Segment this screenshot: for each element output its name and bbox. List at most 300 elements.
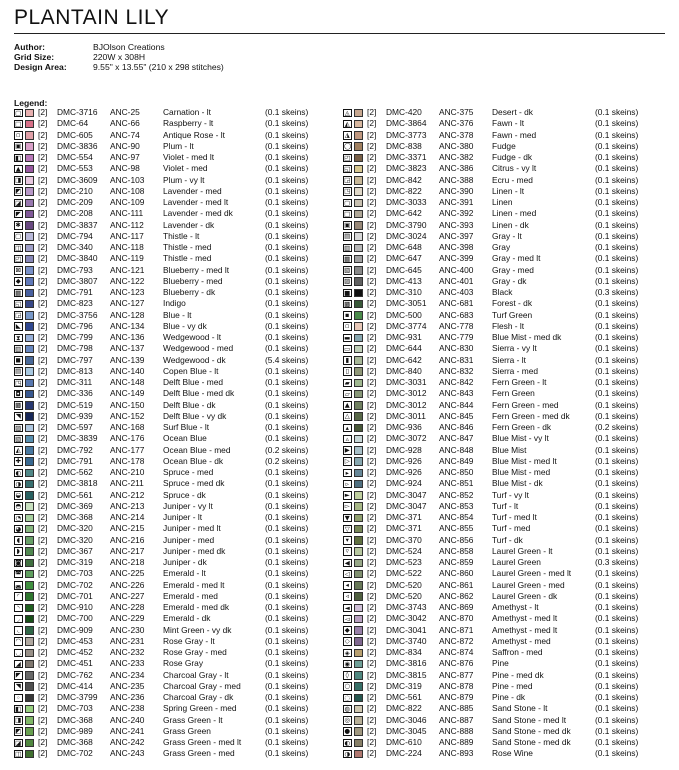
strand-count: [2] (38, 613, 48, 624)
legend-row (14, 613, 334, 624)
dmc-code: DMC-791 (57, 287, 93, 297)
dmc-code: DMC-792 (57, 444, 93, 455)
anchor-code: ANC-846 (439, 422, 474, 432)
color-name: Citrus - vy lt (492, 163, 537, 174)
strand-count: [2] (367, 309, 377, 320)
color-name: Turf Green (492, 309, 533, 320)
legend-row (14, 501, 334, 512)
strand-count: [2] (367, 557, 377, 567)
strand-count: [2] (38, 568, 48, 579)
skein-amount: (0.1 skeins) (265, 545, 309, 556)
dmc-code: DMC-3773 (386, 129, 427, 140)
strand-count: [2] (367, 748, 377, 759)
color-name: Fudge (492, 140, 516, 151)
strand-count: [2] (38, 489, 48, 500)
skein-amount: (0.1 skeins) (595, 590, 639, 601)
anchor-code: ANC-842 (439, 377, 474, 387)
color-name: Lavender - med (163, 185, 222, 196)
thread-color-swatch (354, 424, 363, 433)
anchor-code: ANC-390 (439, 185, 474, 196)
thread-color-swatch (25, 142, 34, 151)
strand-count: [2] (38, 140, 48, 151)
anchor-code: ANC-851 (439, 478, 474, 489)
legend-row (14, 456, 334, 467)
stitch-symbol-icon: ▻ (344, 502, 350, 511)
skein-amount: (0.1 skeins) (265, 714, 309, 725)
anchor-code: ANC-139 (110, 354, 145, 365)
anchor-code: ANC-241 (110, 725, 145, 736)
color-name: Spruce - med (163, 467, 214, 477)
anchor-code: ANC-232 (110, 647, 145, 657)
anchor-code: ANC-855 (439, 523, 474, 534)
legend-row (343, 411, 673, 422)
legend-row (343, 456, 673, 467)
strand-count: [2] (38, 512, 48, 522)
strand-count: [2] (38, 748, 48, 759)
skein-amount: (0.1 skeins) (265, 320, 309, 331)
strand-count: [2] (38, 107, 48, 117)
anchor-code: ANC-111 (110, 208, 144, 219)
thread-color-swatch (354, 649, 363, 658)
strand-count: [2] (367, 467, 377, 477)
skein-amount: (0.1 skeins) (595, 478, 639, 489)
thread-color-swatch (354, 176, 363, 185)
legend-row (343, 388, 673, 399)
color-name: Delft Blue - vy dk (163, 410, 227, 421)
skein-amount: (0.1 skeins) (265, 579, 309, 590)
stitch-symbol-icon: ◢ (15, 659, 21, 668)
legend-row (14, 557, 334, 568)
stitch-symbol-icon: ▾ (343, 536, 352, 545)
strand-count: [2] (38, 230, 48, 241)
thread-color-swatch (354, 255, 363, 264)
legend-row (14, 186, 334, 197)
legend-row (343, 276, 673, 287)
color-name: Delft Blue - med dk (163, 388, 235, 399)
skein-amount: (0.1 skeins) (595, 298, 639, 309)
author-label: Author: (14, 42, 46, 52)
grid-size-value: 220W x 308H (93, 52, 146, 63)
thread-color-swatch (354, 311, 363, 320)
legend-row (14, 523, 334, 534)
stitch-symbol-icon: ◪ (15, 738, 22, 747)
color-name: Sierra - lt (492, 354, 526, 365)
dmc-code: DMC-939 (57, 410, 93, 421)
stitch-symbol-icon: ◳ (344, 187, 351, 196)
strand-count: [2] (38, 647, 48, 657)
skein-amount: (0.1 skeins) (595, 309, 639, 320)
legend-row (343, 141, 673, 152)
strand-count: [2] (38, 129, 48, 140)
anchor-code: ANC-210 (110, 467, 145, 477)
stitch-symbol-icon: ▨ (15, 423, 22, 432)
color-name: Wedgewood - med (163, 343, 234, 354)
dmc-code: DMC-989 (57, 725, 93, 736)
legend-row (14, 208, 334, 219)
legend-row (343, 535, 673, 546)
thread-color-swatch (25, 120, 34, 129)
legend-column-left (14, 107, 334, 760)
anchor-code: ANC-117 (110, 230, 144, 241)
legend-row (343, 602, 673, 613)
thread-color-swatch (354, 266, 363, 275)
legend-row (343, 343, 673, 354)
skein-amount: (0.1 skeins) (265, 692, 309, 702)
stitch-symbol-icon: ◭ (344, 119, 350, 128)
legend-row (343, 118, 673, 129)
thread-color-swatch (354, 705, 363, 714)
anchor-code: ANC-150 (110, 399, 145, 410)
thread-color-swatch (25, 379, 34, 388)
thread-color-swatch (25, 322, 34, 331)
dmc-code: DMC-340 (57, 242, 93, 252)
skein-amount: (0.1 skeins) (595, 680, 639, 691)
skein-amount: (0.1 skeins) (595, 489, 639, 500)
stitch-symbol-icon: ◧ (15, 153, 22, 162)
skein-amount: (0.1 skeins) (265, 658, 309, 669)
thread-color-swatch (25, 705, 34, 714)
stitch-symbol-icon: ◱ (344, 164, 351, 173)
stitch-symbol-icon: ◯ (344, 142, 352, 151)
strand-count: [2] (38, 624, 48, 635)
dmc-code: DMC-520 (386, 579, 422, 590)
dmc-code: DMC-420 (386, 107, 422, 117)
stitch-symbol-icon: ○ (344, 682, 351, 691)
stitch-symbol-icon: ▷ (344, 457, 350, 466)
anchor-code: ANC-152 (110, 410, 145, 421)
stitch-symbol-icon: ▭ (344, 344, 351, 353)
dmc-code: DMC-834 (386, 647, 422, 657)
dmc-code: DMC-3815 (386, 669, 427, 680)
skein-amount: (0.1 skeins) (595, 613, 639, 624)
legend-row (343, 377, 673, 388)
skein-amount: (0.1 skeins) (265, 140, 309, 151)
thread-color-swatch (25, 390, 34, 399)
thread-color-swatch (25, 109, 34, 118)
legend-row (343, 636, 673, 647)
strand-count: [2] (367, 512, 377, 522)
anchor-code: ANC-380 (439, 140, 474, 151)
anchor-code: ANC-852 (439, 489, 474, 500)
anchor-code: ANC-382 (439, 152, 474, 162)
thread-color-swatch (25, 334, 34, 343)
dmc-code: DMC-702 (57, 748, 93, 759)
thread-color-swatch (354, 277, 363, 286)
thread-color-swatch (25, 525, 34, 534)
legend-row (14, 422, 334, 433)
strand-count: [2] (367, 377, 377, 387)
skein-amount: (0.1 skeins) (265, 647, 309, 657)
thread-color-swatch (354, 244, 363, 253)
thread-color-swatch (354, 457, 363, 466)
legend-heading: Legend: (14, 98, 48, 108)
anchor-code: ANC-843 (439, 388, 474, 399)
color-name: Emerald - lt (163, 568, 206, 579)
color-name: Spring Green - med (163, 703, 237, 714)
color-name: Emerald - med dk (163, 602, 230, 612)
stitch-symbol-icon: ◑ (344, 749, 351, 758)
thread-color-swatch (25, 626, 34, 635)
stitch-symbol-icon: ◛ (15, 581, 22, 589)
stitch-symbol-icon: ◊ (343, 671, 352, 680)
stitch-symbol-icon: ▿ (343, 547, 352, 556)
color-name: Plum - lt (163, 140, 194, 151)
stitch-symbol-icon: ◂ (343, 581, 352, 590)
dmc-code: DMC-224 (386, 748, 422, 759)
anchor-code: ANC-848 (439, 444, 474, 455)
anchor-code: ANC-849 (439, 455, 474, 466)
strand-count: [2] (367, 264, 377, 275)
skein-amount: (0.1 skeins) (595, 658, 639, 669)
anchor-code: ANC-230 (110, 624, 145, 635)
skein-amount: (0.1 skeins) (595, 275, 639, 286)
thread-color-swatch (25, 514, 34, 523)
strand-count: [2] (38, 197, 48, 207)
skein-amount: (0.2 skeins) (265, 455, 309, 466)
stitch-symbol-icon: ◐ (344, 738, 351, 747)
dmc-code: DMC-554 (57, 152, 93, 162)
color-name: Thistle - med (163, 253, 212, 264)
anchor-code: ANC-176 (110, 433, 145, 444)
skein-amount: (0.1 skeins) (265, 298, 309, 309)
legend-row (14, 715, 334, 726)
dmc-code: DMC-3837 (57, 219, 98, 230)
color-name: Spruce - med dk (163, 478, 225, 489)
color-name: Blue Mist - med lt (492, 455, 557, 466)
color-name: Blue Mist - med dk (492, 332, 562, 342)
skein-amount: (0.1 skeins) (595, 635, 639, 646)
dmc-code: DMC-414 (57, 680, 93, 691)
skein-amount: (0.1 skeins) (595, 399, 639, 410)
thread-color-swatch (354, 300, 363, 309)
color-name: Emerald - med (163, 590, 218, 601)
skein-amount: (0.1 skeins) (265, 399, 309, 410)
dmc-code: DMC-645 (386, 264, 422, 275)
legend-row (343, 591, 673, 602)
color-name: Ocean Blue - dk (163, 455, 224, 466)
color-name: Rose Gray - med (163, 647, 227, 657)
strand-count: [2] (38, 185, 48, 196)
legend-row (343, 658, 673, 669)
stitch-symbol-icon: ▲ (15, 164, 21, 173)
strand-count: [2] (367, 275, 377, 286)
thread-color-swatch (354, 682, 363, 691)
thread-color-swatch (25, 480, 34, 489)
stitch-symbol-icon: ◅ (344, 614, 350, 623)
skein-amount: (0.1 skeins) (595, 602, 639, 612)
dmc-code: DMC-561 (57, 489, 93, 500)
skein-amount: (5.4 skeins) (265, 354, 309, 365)
anchor-code: ANC-778 (439, 320, 474, 331)
color-name: Fern Green - lt (492, 377, 547, 387)
anchor-code: ANC-177 (110, 444, 145, 455)
legend-row (343, 748, 673, 759)
dmc-code: DMC-700 (57, 613, 93, 624)
thread-color-swatch (354, 334, 363, 343)
stitch-symbol-icon: ▩ (344, 299, 351, 308)
color-name: Blue - vy dk (163, 320, 207, 331)
color-name: Blue Mist - vy lt (492, 433, 549, 444)
thread-color-swatch (25, 750, 34, 759)
skein-amount: (0.1 skeins) (595, 579, 639, 590)
anchor-code: ANC-681 (439, 298, 474, 309)
thread-color-swatch (25, 570, 34, 579)
anchor-code: ANC-148 (110, 377, 145, 387)
strand-count: [2] (38, 264, 48, 275)
legend-row (343, 478, 673, 489)
strand-count: [2] (38, 163, 48, 174)
thread-color-swatch (25, 266, 34, 275)
legend-row (343, 175, 673, 186)
stitch-symbol-icon: ◩ (15, 187, 22, 196)
thread-color-swatch (25, 424, 34, 433)
stitch-symbol-icon: ▫ (14, 131, 23, 140)
stitch-symbol-icon: ✚ (15, 457, 21, 466)
dmc-code: DMC-561 (386, 692, 422, 702)
stitch-symbol-icon: ▸ (343, 469, 352, 478)
anchor-code: ANC-243 (110, 748, 145, 759)
dmc-code: DMC-3012 (386, 388, 427, 399)
color-name: Charcoal Gray - lt (163, 669, 229, 680)
dmc-code: DMC-648 (386, 242, 422, 252)
legend-row (14, 141, 334, 152)
color-name: Laurel Green - med lt (492, 568, 572, 579)
strand-count: [2] (38, 669, 48, 680)
strand-count: [2] (367, 152, 377, 162)
skein-amount: (0.1 skeins) (265, 242, 309, 252)
skein-amount: (0.1 skeins) (595, 242, 639, 252)
thread-color-swatch (354, 221, 363, 230)
color-name: Laurel Green - lt (492, 545, 553, 556)
legend-row (14, 197, 334, 208)
strand-count: [2] (367, 737, 377, 747)
stitch-symbol-icon: ◦ (14, 694, 23, 703)
dmc-code: DMC-931 (386, 332, 422, 342)
dmc-code: DMC-605 (57, 129, 93, 140)
skein-amount: (0.1 skeins) (265, 185, 309, 196)
strand-count: [2] (367, 287, 377, 297)
skein-amount: (0.1 skeins) (265, 343, 309, 354)
strand-count: [2] (38, 658, 48, 669)
stitch-symbol-icon: ✱ (15, 221, 21, 229)
legend-row (343, 197, 673, 208)
dmc-code: DMC-642 (386, 354, 422, 365)
stitch-symbol-icon: ◎ (344, 716, 351, 724)
stitch-symbol-icon: ◕ (15, 524, 22, 533)
stitch-symbol-icon: ◃ (343, 592, 352, 601)
color-name: Laurel Green - dk (492, 590, 558, 601)
dmc-code: DMC-520 (386, 590, 422, 601)
thread-color-swatch (354, 120, 363, 129)
skein-amount: (0.1 skeins) (595, 129, 639, 140)
strand-count: [2] (367, 647, 377, 657)
dmc-code: DMC-562 (57, 467, 93, 477)
anchor-code: ANC-109 (110, 197, 145, 207)
design-area-label: Design Area: (14, 62, 67, 73)
legend-row (343, 715, 673, 726)
anchor-code: ANC-403 (439, 287, 474, 297)
dmc-code: DMC-371 (386, 523, 422, 534)
dmc-code: DMC-926 (386, 467, 422, 477)
skein-amount: (0.1 skeins) (265, 703, 309, 714)
legend-row (14, 130, 334, 141)
thread-color-swatch (354, 671, 363, 680)
anchor-code: ANC-853 (439, 500, 474, 511)
thread-color-swatch (354, 637, 363, 646)
strand-count: [2] (367, 410, 377, 421)
stitch-symbol-icon: ◔ (15, 513, 22, 522)
color-name: Pine - med dk (492, 669, 544, 680)
stitch-symbol-icon: ◆ (15, 277, 21, 286)
grid-size-label: Grid Size: (14, 52, 55, 63)
dmc-code: DMC-500 (386, 309, 422, 320)
color-name: Wedgewood - dk (163, 354, 226, 365)
skein-amount: (0.1 skeins) (595, 444, 639, 455)
dmc-code: DMC-3818 (57, 478, 98, 489)
thread-color-swatch (25, 716, 34, 725)
thread-color-swatch (354, 502, 363, 511)
thread-color-swatch (354, 367, 363, 376)
anchor-code: ANC-108 (110, 185, 145, 196)
skein-amount: (0.3 skeins) (595, 287, 639, 297)
strand-count: [2] (38, 692, 48, 702)
legend-row (14, 636, 334, 647)
dmc-code: DMC-823 (57, 298, 93, 309)
anchor-code: ANC-134 (110, 320, 145, 331)
skein-amount: (0.1 skeins) (265, 478, 309, 489)
stitch-symbol-icon: ◠ (15, 637, 22, 646)
skein-amount: (0.1 skeins) (265, 129, 309, 140)
strand-count: [2] (38, 500, 48, 511)
skein-amount: (0.1 skeins) (265, 107, 309, 117)
skein-amount: (0.1 skeins) (595, 703, 639, 714)
dmc-code: DMC-822 (386, 185, 422, 196)
skein-amount: (0.1 skeins) (595, 725, 639, 736)
anchor-code: ANC-127 (110, 298, 145, 309)
strand-count: [2] (38, 680, 48, 691)
anchor-code: ANC-375 (439, 107, 474, 117)
legend-row (343, 231, 673, 242)
stitch-symbol-icon: ◫ (15, 749, 22, 758)
dmc-code: DMC-64 (57, 118, 89, 129)
design-area-row (14, 62, 224, 72)
thread-color-swatch (354, 592, 363, 601)
skein-amount: (0.1 skeins) (265, 725, 309, 736)
strand-count: [2] (367, 253, 377, 264)
thread-color-swatch (354, 199, 363, 208)
skein-amount: (0.1 skeins) (265, 613, 309, 624)
color-name: Fawn - lt (492, 118, 525, 129)
dmc-code: DMC-3051 (386, 298, 427, 309)
stitch-symbol-icon: ◘ (15, 389, 21, 398)
color-name: Sand Stone - med dk (492, 725, 571, 736)
legend-row (343, 445, 673, 456)
color-name: Blue - lt (163, 309, 192, 320)
dmc-code: DMC-3042 (386, 613, 427, 624)
anchor-code: ANC-128 (110, 309, 145, 320)
dmc-code: DMC-822 (386, 703, 422, 714)
skein-amount: (0.1 skeins) (265, 197, 309, 207)
stitch-symbol-icon: ▲ (344, 401, 350, 409)
color-name: Pine - dk (492, 692, 526, 702)
color-name: Indigo (163, 298, 186, 309)
thread-color-swatch (354, 491, 363, 500)
thread-color-swatch (25, 165, 34, 174)
skein-amount: (0.1 skeins) (595, 692, 639, 702)
anchor-code: ANC-140 (110, 365, 145, 376)
strand-count: [2] (367, 478, 377, 489)
stitch-symbol-icon: ◤ (15, 671, 21, 679)
